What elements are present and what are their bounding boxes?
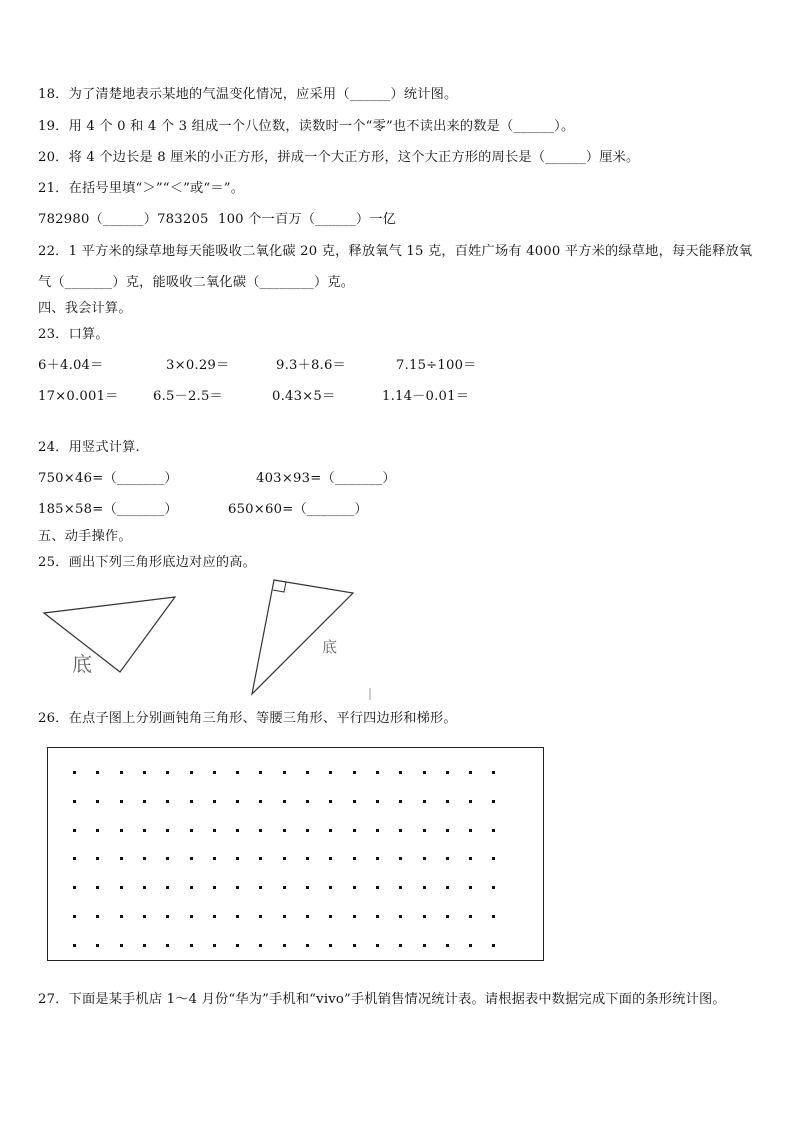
question-26: 26．在点子图上分别画钝角三角形、等腰三角形、平行四边形和梯形。: [38, 711, 457, 726]
grid-dot: [329, 857, 332, 860]
grid-dot: [166, 857, 169, 860]
grid-dot: [166, 771, 169, 774]
grid-dot: [96, 944, 99, 947]
grid-dot: [259, 771, 262, 774]
grid-dot: [399, 800, 402, 803]
grid-dot: [492, 915, 495, 918]
grid-dot: [353, 944, 356, 947]
grid-dot: [492, 771, 495, 774]
grid-dot: [469, 857, 472, 860]
grid-dot: [469, 944, 472, 947]
grid-dot: [446, 829, 449, 832]
grid-dot: [306, 829, 309, 832]
grid-dot: [120, 771, 123, 774]
grid-dot: [376, 829, 379, 832]
grid-dot: [423, 771, 426, 774]
grid-dot: [120, 915, 123, 918]
grid-dot: [236, 915, 239, 918]
grid-dot: [143, 857, 146, 860]
grid-dot: [353, 771, 356, 774]
oral-calc-row-2: [38, 385, 558, 405]
vertical-calc-item: 185×58=（_______）: [38, 502, 178, 517]
grid-dot: [190, 915, 193, 918]
grid-dot: [306, 771, 309, 774]
grid-dot: [376, 944, 379, 947]
grid-dot: [329, 829, 332, 832]
grid-dot: [259, 800, 262, 803]
question-21: 21．在括号里填“＞”“＜”或“＝”。: [38, 181, 245, 196]
grid-dot: [446, 800, 449, 803]
oral-calc-item: 17×0.001＝: [38, 389, 119, 404]
grid-dot: [213, 944, 216, 947]
grid-dot: [259, 944, 262, 947]
grid-dot: [353, 800, 356, 803]
vertical-calc-item: 650×60=（_______）: [228, 502, 368, 517]
grid-dot: [423, 944, 426, 947]
grid-dot: [96, 829, 99, 832]
grid-dot: [469, 829, 472, 832]
grid-dot: [166, 829, 169, 832]
grid-dot: [236, 800, 239, 803]
grid-dot: [446, 944, 449, 947]
grid-dot: [399, 829, 402, 832]
grid-dot: [259, 886, 262, 889]
grid-dot: [166, 944, 169, 947]
grid-dot: [492, 800, 495, 803]
grid-dot: [190, 886, 193, 889]
grid-dot: [492, 886, 495, 889]
question-20: 20．将 4 个边长是 8 厘米的小正方形，拼成一个大正方形，这个大正方形的周长是（______）厘米。: [38, 150, 640, 165]
grid-dot: [353, 915, 356, 918]
grid-dot: [73, 800, 76, 803]
grid-dot: [283, 800, 286, 803]
grid-dot: [492, 829, 495, 832]
question-23: 23．口算。: [38, 327, 109, 342]
grid-dot: [120, 800, 123, 803]
grid-dot: [469, 771, 472, 774]
vertical-calc-item: 750×46=（_______）: [38, 471, 178, 486]
question-22-line1: 22．1 平方米的绿草地每天能吸收二氧化碳 20 克，释放氧气 15 克，百姓广场有 4000 平方米的绿草地，每天能释放氧: [38, 244, 753, 259]
grid-dot: [96, 771, 99, 774]
grid-dot: [423, 829, 426, 832]
triangle-left: [44, 597, 175, 672]
grid-dot: [236, 944, 239, 947]
grid-dot: [376, 857, 379, 860]
grid-dot: [306, 944, 309, 947]
grid-dot: [423, 915, 426, 918]
grid-dot: [213, 800, 216, 803]
grid-dot: [236, 829, 239, 832]
grid-dot: [213, 857, 216, 860]
grid-dot: [143, 829, 146, 832]
grid-dot: [353, 857, 356, 860]
question-24: 24．用竖式计算.: [38, 440, 140, 455]
compare-item-a: 782980（______）783205: [38, 212, 209, 227]
grid-dot: [423, 857, 426, 860]
triangle-left-base-label: 底: [72, 652, 92, 676]
grid-dot: [306, 857, 309, 860]
grid-dot: [236, 886, 239, 889]
grid-dot: [96, 857, 99, 860]
grid-dot: [143, 886, 146, 889]
grid-dot: [329, 771, 332, 774]
grid-dot: [283, 915, 286, 918]
grid-dot: [166, 915, 169, 918]
grid-dot: [73, 857, 76, 860]
grid-dot: [353, 886, 356, 889]
oral-calc-item: 6.5－2.5＝: [153, 389, 223, 404]
grid-dot: [143, 944, 146, 947]
grid-dot: [190, 771, 193, 774]
grid-dot: [190, 829, 193, 832]
compare-item-b: 100 个一百万（______）一亿: [218, 212, 397, 227]
grid-dot: [399, 771, 402, 774]
grid-dot: [96, 800, 99, 803]
grid-dot: [143, 771, 146, 774]
grid-dot: [213, 771, 216, 774]
question-18: 18．为了清楚地表示某地的气温变化情况，应采用（______）统计图。: [38, 87, 458, 102]
grid-dot: [423, 800, 426, 803]
grid-dot: [306, 886, 309, 889]
vertical-calc-item: 403×93=（_______）: [256, 471, 396, 486]
section-4-heading: 四、我会计算。: [38, 301, 132, 316]
grid-dot: [399, 857, 402, 860]
question-22-line2: 气（_______）克，能吸收二氧化碳（________）克。: [38, 275, 355, 290]
grid-dot: [73, 829, 76, 832]
grid-dot: [283, 829, 286, 832]
grid-dot: [120, 886, 123, 889]
grid-dot: [306, 800, 309, 803]
oral-calc-row-1: [38, 354, 558, 374]
grid-dot: [329, 886, 332, 889]
grid-dot: [120, 829, 123, 832]
grid-dot: [213, 829, 216, 832]
triangle-right-base-label: 底: [322, 638, 338, 656]
grid-dot: [143, 915, 146, 918]
grid-dot: [446, 857, 449, 860]
grid-dot: [492, 857, 495, 860]
grid-dot: [236, 857, 239, 860]
grid-dot: [329, 915, 332, 918]
grid-dot: [283, 857, 286, 860]
question-27: 27．下面是某手机店 1～4 月份“华为”手机和“vivo”手机销售情况统计表。请根据表中数据完成下面的条形统计图。: [38, 992, 726, 1007]
question-19: 19．用 4 个 0 和 4 个 3 组成一个八位数，读数时一个“零”也不读出来的数是（______）。: [38, 119, 575, 134]
grid-dot: [96, 886, 99, 889]
grid-dot: [492, 944, 495, 947]
grid-dot: [259, 857, 262, 860]
grid-dot: [376, 886, 379, 889]
grid-dot: [73, 771, 76, 774]
oral-calc-item: 6＋4.04＝: [38, 358, 104, 373]
oral-calc-item: 3×0.29＝: [166, 358, 230, 373]
triangle-figures: [0, 575, 794, 705]
grid-dot: [259, 829, 262, 832]
grid-dot: [190, 944, 193, 947]
grid-dot: [423, 886, 426, 889]
grid-dot: [259, 915, 262, 918]
grid-dot: [166, 886, 169, 889]
grid-dot: [213, 886, 216, 889]
grid-dot: [446, 771, 449, 774]
grid-dot: [143, 800, 146, 803]
grid-dot: [399, 886, 402, 889]
grid-dot: [469, 800, 472, 803]
oral-calc-item: 7.15÷100＝: [396, 358, 477, 373]
grid-dot: [283, 886, 286, 889]
grid-dot: [283, 771, 286, 774]
grid-dot: [73, 915, 76, 918]
grid-dot: [329, 800, 332, 803]
grid-dot: [190, 857, 193, 860]
grid-dot: [446, 915, 449, 918]
grid-dot: [236, 771, 239, 774]
grid-dot: [120, 944, 123, 947]
grid-dot: [446, 886, 449, 889]
triangle-right: [252, 580, 353, 694]
grid-dot: [283, 944, 286, 947]
grid-dot: [376, 771, 379, 774]
vertical-calc-row-1: [38, 467, 438, 487]
grid-dot: [399, 944, 402, 947]
oral-calc-item: 0.43×5＝: [272, 389, 336, 404]
grid-dot: [306, 915, 309, 918]
grid-dot: [213, 915, 216, 918]
grid-dot: [353, 829, 356, 832]
grid-dot: [120, 857, 123, 860]
dot-grid[interactable]: [47, 747, 544, 961]
question-21-items: [38, 208, 558, 228]
grid-dot: [376, 800, 379, 803]
grid-dot: [376, 915, 379, 918]
section-5-heading: 五、动手操作。: [38, 529, 132, 544]
right-angle-mark: [273, 582, 286, 592]
vertical-calc-row-2: [38, 498, 438, 518]
grid-dot: [73, 886, 76, 889]
grid-dot: [96, 915, 99, 918]
grid-dot: [190, 800, 193, 803]
grid-dot: [469, 886, 472, 889]
grid-dot: [329, 944, 332, 947]
oral-calc-item: 9.3＋8.6＝: [276, 358, 346, 373]
grid-dot: [469, 915, 472, 918]
grid-dot: [166, 800, 169, 803]
question-25: 25．画出下列三角形底边对应的高。: [38, 555, 256, 570]
oral-calc-item: 1.14－0.01＝: [382, 389, 470, 404]
grid-dot: [73, 944, 76, 947]
grid-dot: [399, 915, 402, 918]
